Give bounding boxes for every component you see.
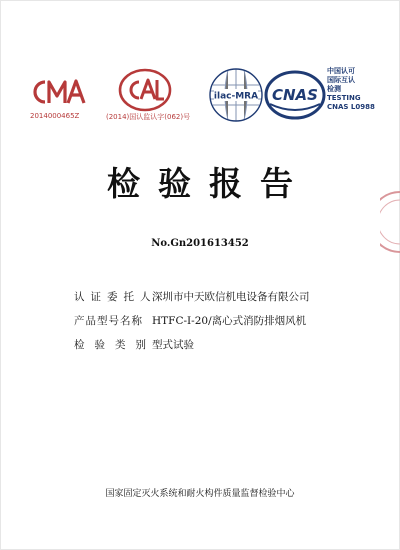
field-row-product [74, 313, 374, 337]
report-title: 检验报告 [107, 164, 311, 203]
cnas-line: CNAS L0988 [327, 103, 375, 111]
cnas-logo [264, 70, 326, 120]
cnas-line: 中国认可 [327, 67, 355, 75]
field-label: 检验类别 [74, 339, 156, 351]
field-row-test-type [74, 337, 374, 361]
cma-logo [30, 74, 92, 110]
cnas-line: 检测 [327, 85, 341, 93]
field-label: 产品型号名称 [74, 315, 143, 327]
field-value: 深圳市中天欧信机电设备有限公司 [152, 291, 310, 303]
cal-caption: (2014)国认监认字(062)号 [106, 113, 191, 121]
red-seal-stamp [380, 190, 400, 258]
svg-text:CNAS: CNAS [272, 86, 318, 104]
issuer-name: 国家固定灭火系统和耐火构件质量监督检验中心 [105, 489, 295, 499]
report-fields [74, 289, 374, 361]
accreditation-logos [0, 62, 400, 132]
field-label: 认证委托人 [74, 291, 157, 303]
ilac-mra-logo [208, 67, 264, 123]
svg-text:ilac-MRA: ilac-MRA [213, 91, 259, 102]
field-row-client [74, 289, 374, 313]
cal-logo [116, 68, 174, 112]
cma-code: 2014000465Z [30, 112, 80, 120]
report-number: No.Gn201613452 [151, 238, 249, 249]
cnas-line: 国际互认 [327, 76, 355, 84]
cnas-accreditation-text [327, 67, 399, 112]
cnas-line: TESTING [327, 94, 361, 102]
field-value: 型式试验 [152, 339, 194, 351]
field-value: HTFC-Ⅰ-20/离心式消防排烟风机 [152, 315, 307, 327]
